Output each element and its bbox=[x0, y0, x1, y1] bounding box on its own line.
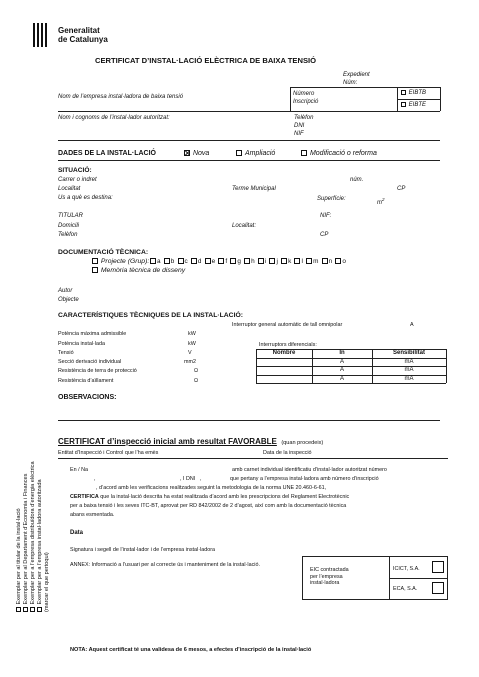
copy-destination-option[interactable]: Exemplar per a l’empresa instal·ladora autoritzada bbox=[37, 479, 44, 612]
terme-label: Terme Municipal bbox=[232, 186, 276, 192]
body-line-1: En / Na amb carnet individual identificatiu d’instal·lador autoritzat número bbox=[70, 467, 387, 473]
caract-row-label: Resistència d’aïllament bbox=[58, 378, 114, 384]
diff-header: Nombre bbox=[272, 350, 296, 356]
copy-destination-option[interactable]: Exemplar per a l’empresa distribuïdora d’energia elèctrica bbox=[30, 461, 37, 612]
localitat-label: Localitat bbox=[58, 186, 81, 192]
caract-row-unit: Ω bbox=[194, 378, 199, 384]
caract-row-label: Resistència de terra de protecció bbox=[58, 368, 137, 374]
ampliacio-option[interactable]: Ampliació bbox=[236, 150, 275, 157]
group-b-option[interactable]: b bbox=[164, 258, 175, 265]
caract-row-unit: Ω bbox=[194, 368, 199, 374]
situacio-heading: SITUACIÓ: bbox=[58, 167, 92, 174]
org-name-1: Generalitat bbox=[58, 26, 100, 35]
group-f-option[interactable]: f bbox=[218, 258, 227, 265]
diff-cell-sens: mA bbox=[404, 375, 414, 382]
group-j-option[interactable]: j bbox=[269, 258, 277, 265]
group-a-option[interactable]: a bbox=[150, 258, 161, 265]
us-label: Us a què es destina: bbox=[58, 195, 113, 201]
titular-localitat-label: Localitat: bbox=[232, 223, 257, 229]
projecte-option[interactable]: Projecte (Grup): bbox=[92, 258, 149, 265]
dni-label: DNI bbox=[294, 123, 305, 129]
copy-destination-option[interactable]: Exemplar per al titular de la instal·lació bbox=[16, 508, 23, 612]
caract-row-unit: V bbox=[188, 350, 192, 356]
diff-cell-in: A bbox=[339, 367, 344, 374]
caract-row-unit: mm2 bbox=[184, 359, 196, 365]
annex-label: ANNEX: Informació a l’usuari per al correcte ús i manteniment de la instal·lació. bbox=[70, 562, 260, 568]
dades-heading: DADES DE LA INSTAL·LACIÓ bbox=[58, 150, 156, 157]
group-k-option[interactable]: k bbox=[281, 258, 291, 265]
caract-row-label: Secció derivació individual bbox=[58, 359, 122, 365]
caract-row-label: Potència instal·lada bbox=[58, 341, 106, 347]
eibte-option[interactable]: EIBTE bbox=[401, 102, 426, 109]
group-m-option[interactable]: m bbox=[306, 258, 318, 265]
num-label: Núm: bbox=[343, 80, 358, 86]
titular-cp-label: CP bbox=[320, 232, 329, 238]
installer-name-label: Nom i cognoms de l’instal·lador autoritzat: bbox=[58, 115, 170, 121]
inspection-title: CERTIFICAT d’inspecció inicial amb resultat FAVORABLE (quan procedeix) bbox=[58, 437, 324, 446]
diff-header: Sensibilitat bbox=[392, 350, 425, 356]
body-line-6: abans esmentada. bbox=[70, 512, 115, 518]
body-line-3: , d’acord amb les verificacions realitzades seguint la metodologia de la norma UNE 20.460-6-61, bbox=[96, 485, 327, 491]
caract-row-unit: kW bbox=[188, 341, 196, 347]
group-c-option[interactable]: c bbox=[178, 258, 188, 265]
diff-cell-in: A bbox=[339, 375, 344, 382]
group-i-option[interactable]: i bbox=[258, 258, 266, 265]
numero-label: Número bbox=[293, 91, 315, 97]
m2-unit: $m^2$ bbox=[377, 197, 385, 206]
objecte-label: Objecte bbox=[58, 297, 79, 303]
body-line-4: CERTIFICA que la instal·lació descrita ha estat realitzada d’acord amb les prescripcions del Reglament Electrotècnic bbox=[70, 494, 350, 500]
situacio-num-label: núm. bbox=[350, 177, 364, 183]
form-title: CERTIFICAT D’INSTAL·LACIÓ ELÈCTRICA DE BAIXA TENSIÓ bbox=[95, 56, 317, 65]
group-n-option[interactable]: n bbox=[322, 258, 333, 265]
group-h-option[interactable]: h bbox=[244, 258, 255, 265]
eca-checkbox[interactable] bbox=[432, 582, 444, 594]
group-d-option[interactable]: d bbox=[191, 258, 202, 265]
copy-destination-option: (marcar el que pertoqui) bbox=[44, 552, 50, 612]
domicili-label: Domicili bbox=[58, 223, 79, 229]
autor-label: Autor bbox=[58, 288, 73, 294]
interruptor-unit: A bbox=[410, 322, 414, 328]
entitat-label: Entitat d’Inspecció i Control que l’ha emès bbox=[58, 450, 159, 456]
eibtb-option[interactable]: EIBTB bbox=[401, 90, 426, 97]
caract-row-unit: kW bbox=[188, 331, 196, 337]
caract-heading: CARACTERÍSTIQUES TÈCNIQUES DE LA INSTAL·LACIÓ: bbox=[58, 312, 244, 319]
eca-label: ECA, S.A. bbox=[393, 586, 418, 592]
generalitat-logo bbox=[33, 23, 47, 47]
nova-option[interactable]: Nova bbox=[184, 150, 209, 157]
icict-checkbox[interactable] bbox=[432, 561, 444, 573]
group-g-option[interactable]: g bbox=[230, 258, 241, 265]
body-line-5: per a baixa tensió i les seves ITC-BT, aprovat per RD 842/2002 de 2 d’agost, així com amb la documentació tècnica bbox=[70, 503, 347, 509]
doc-heading: DOCUMENTACIÓ TÈCNICA: bbox=[58, 249, 149, 256]
superficie-label: Superfície: bbox=[317, 196, 346, 202]
signatura-label: Signatura i segell de l’instal·lador i de l’empresa instal·ladora bbox=[70, 547, 216, 553]
modificacio-option[interactable]: Modificació o reforma bbox=[301, 150, 377, 157]
carrer-label: Carrer o indret bbox=[58, 177, 97, 183]
titular-nif-label: NIF: bbox=[320, 213, 332, 219]
group-e-option[interactable]: e bbox=[205, 258, 216, 265]
diff-cell-sens: mA bbox=[404, 367, 414, 374]
titular-telefon-label: Telèfon bbox=[58, 232, 78, 238]
data-label: Data bbox=[70, 530, 84, 536]
icict-label: ICICT, S.A. bbox=[393, 566, 420, 572]
interruptor-label: Interruptor general automàtic de tall omnipolar bbox=[232, 322, 343, 328]
caract-row-label: Tensió bbox=[58, 350, 74, 356]
group-l-option[interactable]: l bbox=[294, 258, 302, 265]
eic-label: EIC contractada per l’empresa instal·ladora bbox=[310, 567, 349, 587]
copy-destination-option[interactable]: Exemplar per al Departament d’Economia i Finances bbox=[23, 474, 30, 612]
diff-cell-in: A bbox=[339, 358, 344, 365]
telefon-label: Telèfon bbox=[294, 115, 314, 121]
projecte-groups bbox=[150, 258, 349, 265]
data-inspeccio-label: Data de la inspecció bbox=[263, 450, 312, 456]
caract-row-label: Potència màxima admissible bbox=[58, 331, 127, 337]
company-name-label: Nom de l’empresa instal·ladora de baixa tensió bbox=[58, 94, 184, 100]
memoria-option[interactable]: Memòria tècnica de disseny bbox=[92, 267, 185, 274]
inscripcio-label: Inscripció bbox=[293, 99, 319, 105]
diff-label: Interruptors diferencials: bbox=[259, 342, 317, 348]
footer-note: NOTA: Aquest certificat té una validesa de 6 mesos, a efectes d’inscripció de la instal·lació bbox=[70, 647, 312, 653]
diff-header: In bbox=[339, 350, 345, 356]
observacions-label: OBSERVACIONS: bbox=[58, 394, 117, 401]
situacio-cp-label: CP bbox=[397, 186, 406, 192]
group-o-option[interactable]: o bbox=[335, 258, 346, 265]
nif-label: NIF bbox=[294, 131, 304, 137]
expedient-label: Expedient bbox=[343, 72, 370, 78]
titular-label: TITULAR bbox=[58, 213, 84, 219]
org-name-2: de Catalunya bbox=[58, 35, 108, 44]
diff-cell-sens: mA bbox=[404, 358, 414, 365]
